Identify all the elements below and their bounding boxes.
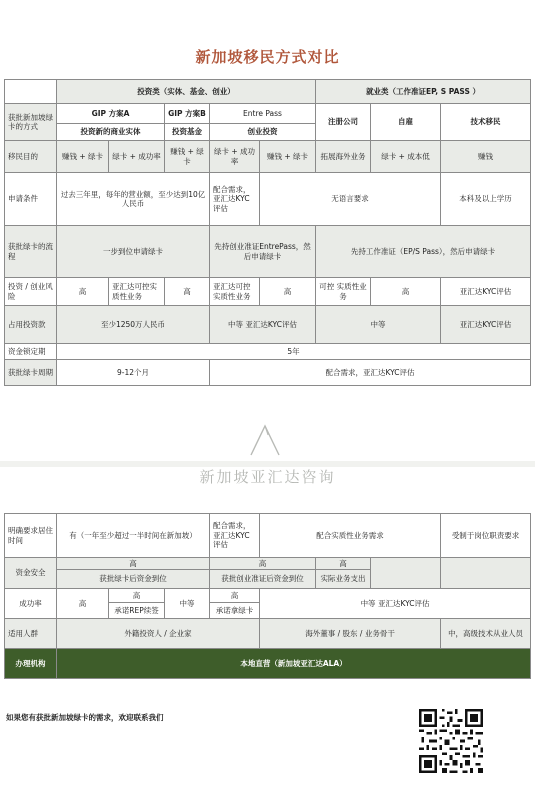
- safety-cell: 实际业务支出: [316, 570, 371, 589]
- process-cell: 一步到位申请绿卡: [57, 226, 210, 278]
- row-label-safety: 资金安全: [5, 558, 57, 589]
- purpose-cell: 绿卡 + 成本低: [371, 141, 441, 173]
- row-label-risk: 投资 / 创业风险: [5, 278, 57, 306]
- safety-cell: 获批创业准证后资金到位: [210, 570, 316, 589]
- row-label-capital: 占用投资款: [5, 306, 57, 344]
- conditions-cell: 无语言要求: [260, 173, 441, 226]
- tech-header: 技术移民: [441, 104, 531, 141]
- success-cell: 高: [57, 589, 109, 619]
- gip-b-sub: 投资基金: [165, 124, 210, 141]
- purpose-cell: 赚钱 + 绿卡: [260, 141, 316, 173]
- reg-company-header: 注册公司: [316, 104, 371, 141]
- brand-name: 新加坡亚汇达咨询: [199, 468, 336, 486]
- risk-cell: 高: [57, 278, 109, 306]
- risk-cell: 高: [260, 278, 316, 306]
- entre-pass-sub: 创业投资: [210, 124, 316, 141]
- success-cell: 中等: [165, 589, 210, 619]
- residency-cell: 受制于岗位职责要求: [441, 514, 531, 558]
- qr-code-icon[interactable]: [419, 709, 483, 773]
- process-cell: 先持创业准证EntrePass，然后申请绿卡: [210, 226, 316, 278]
- residency-cell: 配合需求，亚汇达KYC评估: [210, 514, 260, 558]
- row-label-residency: 明确要求居住时间: [5, 514, 57, 558]
- corner-cell: [5, 80, 57, 104]
- safety-level: 高: [57, 558, 210, 570]
- invest-category-header: 投资类（实体、基金、创业）: [57, 80, 316, 104]
- row-label-lock: 资金锁定期: [5, 344, 57, 360]
- entre-pass-title: Entre Pass: [210, 104, 316, 124]
- risk-cell: 高: [165, 278, 210, 306]
- success-note: 承诺拿绿卡: [210, 603, 260, 619]
- success-cell: 中等 亚汇达KYC评估: [260, 589, 531, 619]
- risk-cell: 亚汇达可控实质性业务: [109, 278, 165, 306]
- residency-cell: 配合实质性业务需求: [260, 514, 441, 558]
- success-note: 承诺REP续签: [109, 603, 165, 619]
- purpose-cell: 拓展海外业务: [316, 141, 371, 173]
- conditions-cell: 过去三年里，每年的营业额，至少达到10亿人民币: [57, 173, 210, 226]
- row-label-method: 获批新加坡绿卡的方式: [5, 104, 57, 141]
- period-cell: 配合需求，亚汇达KYC评估: [210, 360, 531, 386]
- row-label-agency: 办理机构: [5, 649, 57, 679]
- brand-logo-icon: [245, 423, 285, 457]
- employed-header: 自雇: [371, 104, 441, 141]
- success-level: 高: [109, 589, 165, 603]
- conditions-cell: 配合需求，亚汇达KYC评估: [210, 173, 260, 226]
- risk-cell: 亚汇达KYC评估: [441, 278, 531, 306]
- safety-level: 高: [316, 558, 371, 570]
- gip-a-sub: 投资新的商业实体: [57, 124, 165, 141]
- purpose-cell: 赚钱 + 绿卡: [57, 141, 109, 173]
- gip-b-title: GIP 方案B: [165, 104, 210, 124]
- purpose-cell: 绿卡 + 成功率: [210, 141, 260, 173]
- comparison-table-bottom: [4, 513, 531, 679]
- risk-cell: 可控 实质性业务: [316, 278, 371, 306]
- audience-cell: 海外董事 / 股东 / 业务骨干: [260, 619, 441, 649]
- comparison-table-top: [4, 79, 531, 386]
- capital-cell: 中等: [316, 306, 441, 344]
- safety-cell: 获批绿卡后资金到位: [57, 570, 210, 589]
- row-label-conditions: 申请条件: [5, 173, 57, 226]
- audience-cell: 外籍投资人 / 企业家: [57, 619, 260, 649]
- period-cell: 9-12个月: [57, 360, 210, 386]
- safety-level: 高: [210, 558, 316, 570]
- purpose-cell: 赚钱: [441, 141, 531, 173]
- capital-cell: 亚汇达KYC评估: [441, 306, 531, 344]
- success-level: 高: [210, 589, 260, 603]
- work-category-header: 就业类（工作准证EP, S PASS ）: [316, 80, 531, 104]
- row-label-period: 获批绿卡周期: [5, 360, 57, 386]
- agency-cell: 本地直营（新加坡亚汇达ALA）: [57, 649, 531, 679]
- residency-cell: 有（一年至少超过一半时间在新加坡）: [57, 514, 210, 558]
- risk-cell: 高: [371, 278, 441, 306]
- row-label-purpose: 移民目的: [5, 141, 57, 173]
- page-title: 新加坡移民方式对比: [195, 48, 340, 66]
- row-label-process: 获批绿卡的流程: [5, 226, 57, 278]
- lock-cell: 5年: [57, 344, 531, 360]
- row-label-success: 成功率: [5, 589, 57, 619]
- audience-cell: 中，高级技术从业人员: [441, 619, 531, 649]
- risk-cell: 亚汇达可控实质性业务: [210, 278, 260, 306]
- capital-cell: 中等 亚汇达KYC评估: [210, 306, 316, 344]
- safety-empty: [441, 558, 531, 589]
- process-cell: 先持工作准证（EP/S Pass），然后申请绿卡: [316, 226, 531, 278]
- contact-note: 如果您有获批新加坡绿卡的需求，欢迎联系我们: [6, 713, 164, 722]
- purpose-cell: 赚钱 + 绿卡: [165, 141, 210, 173]
- purpose-cell: 绿卡 + 成功率: [109, 141, 165, 173]
- gip-a-title: GIP 方案A: [57, 104, 165, 124]
- row-label-audience: 适用人群: [5, 619, 57, 649]
- conditions-cell: 本科及以上学历: [441, 173, 531, 226]
- capital-cell: 至少1250万人民币: [57, 306, 210, 344]
- safety-empty: [371, 558, 441, 589]
